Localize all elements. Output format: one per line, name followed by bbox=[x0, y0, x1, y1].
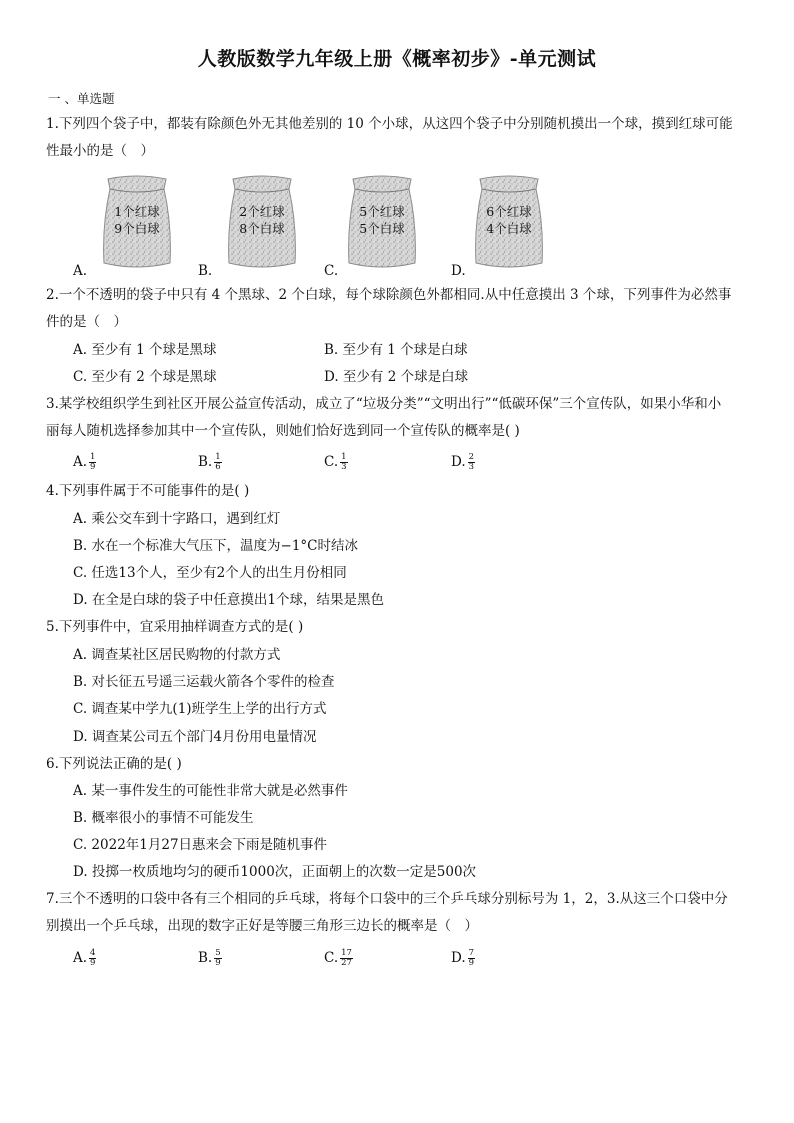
q1-option-d-letter: D. bbox=[451, 263, 466, 279]
q2-option-d: D. 至少有 2 个球是白球 bbox=[324, 369, 469, 385]
fraction-denominator: 3 bbox=[468, 462, 475, 472]
bag-image-b bbox=[225, 175, 299, 271]
q4-option-a: A. 乘公交车到十字路口，遇到红灯 bbox=[73, 511, 281, 527]
question-1-stem-line2: 性最小的是（ ） bbox=[46, 143, 154, 159]
fraction bbox=[89, 453, 96, 472]
fraction bbox=[214, 453, 221, 472]
question-1-stem-line1: 1.下列四个袋子中，都装有除颜色外无其他差别的 10 个小球，从这四个袋子中分别随机摸出一个球，摸到红球可能 bbox=[46, 116, 733, 132]
question-3-stem-line2: 丽每人随机选择参加其中一个宣传队，则她们恰好选到同一个宣传队的概率是( ) bbox=[46, 423, 520, 439]
question-4-stem: 4.下列事件属于不可能事件的是( ) bbox=[46, 483, 250, 499]
fraction bbox=[340, 453, 347, 472]
fraction-denominator: 6 bbox=[215, 462, 221, 472]
bag-a-white-label: 9个白球 bbox=[114, 221, 160, 236]
q5-option-d: D. 调查某公司五个部门4月份用电量情况 bbox=[73, 729, 317, 745]
fraction bbox=[468, 453, 475, 472]
question-2-stem-line1: 2.一个不透明的袋子中只有 4 个黑球、2 个白球，每个球除颜色外都相同.从中任意摸出 3 个球，下列事件为必然事 bbox=[46, 287, 732, 303]
q7-option-b-letter: B. bbox=[198, 950, 213, 966]
bag-d-red-label: 6个红球 bbox=[486, 204, 532, 219]
fraction-numerator: 4 bbox=[90, 948, 96, 958]
q5-option-a: A. 调查某社区居民购物的付款方式 bbox=[73, 647, 281, 663]
fraction-numerator: 17 bbox=[341, 948, 352, 958]
q1-option-c-letter: C. bbox=[324, 263, 339, 279]
q7-option-c bbox=[324, 948, 353, 968]
fraction bbox=[340, 949, 353, 968]
q2-option-b: B. 至少有 1 个球是白球 bbox=[324, 342, 468, 358]
q4-option-d: D. 在全是白球的袋子中任意摸出1个球，结果是黑色 bbox=[73, 592, 385, 608]
q6-option-b: B. 概率很小的事情不可能发生 bbox=[73, 810, 254, 826]
bag-image-c bbox=[345, 175, 419, 271]
q3-option-d-letter: D. bbox=[451, 454, 466, 470]
fraction bbox=[89, 949, 96, 968]
fraction-numerator: 7 bbox=[468, 948, 475, 958]
bag-b-white-label: 8个白球 bbox=[239, 221, 285, 236]
fraction-numerator: 2 bbox=[468, 452, 475, 462]
question-2-stem-line2: 件的是（ ） bbox=[46, 314, 127, 330]
question-1 bbox=[46, 111, 754, 165]
q3-option-b bbox=[198, 452, 222, 472]
question-7-stem-line1: 7.三个不透明的口袋中各有三个相同的乒乓球，将每个口袋中的三个乒乓球分别标号为 1，2，3.从这三个口袋中分 bbox=[46, 891, 728, 907]
question-7 bbox=[46, 886, 754, 940]
bag-d-white-label: 4个白球 bbox=[486, 221, 532, 236]
fraction-numerator: 1 bbox=[215, 452, 221, 462]
question-3 bbox=[46, 391, 754, 445]
bag-b-red-label: 2个红球 bbox=[239, 204, 285, 219]
q4-option-b: B. 水在一个标准大气压下，温度为−1°C时结冰 bbox=[73, 538, 358, 554]
q3-option-a bbox=[73, 452, 96, 472]
question-5-stem: 5.下列事件中，宜采用抽样调查方式的是( ) bbox=[46, 619, 304, 635]
fraction-denominator: 9 bbox=[215, 958, 221, 968]
fraction-denominator: 3 bbox=[341, 462, 347, 472]
q7-option-d-letter: D. bbox=[451, 950, 466, 966]
question-6-stem: 6.下列说法正确的是( ) bbox=[46, 756, 182, 772]
q3-option-b-letter: B. bbox=[198, 454, 213, 470]
fraction-numerator: 5 bbox=[215, 948, 221, 958]
bag-c-red-label: 5个红球 bbox=[359, 204, 405, 219]
fraction-numerator: 1 bbox=[90, 452, 96, 462]
q7-option-b bbox=[198, 948, 222, 968]
fraction bbox=[214, 949, 221, 968]
q3-option-a-letter: A. bbox=[73, 454, 88, 470]
q3-option-c bbox=[324, 452, 348, 472]
q2-option-c: C. 至少有 2 个球是黑球 bbox=[73, 369, 217, 385]
question-7-stem-line2: 别摸出一个乒乓球，出现的数字正好是等腰三角形三边长的概率是（ ） bbox=[46, 918, 478, 934]
fraction bbox=[468, 949, 475, 968]
fraction-denominator: 9 bbox=[90, 958, 96, 968]
q1-option-b-letter: B. bbox=[198, 263, 213, 279]
q5-option-b: B. 对长征五号遥三运载火箭各个零件的检查 bbox=[73, 674, 335, 690]
q2-option-a: A. 至少有 1 个球是黑球 bbox=[73, 342, 217, 358]
q7-option-c-letter: C. bbox=[324, 950, 339, 966]
bag-image-a bbox=[100, 175, 174, 271]
fraction-denominator: 9 bbox=[468, 958, 475, 968]
q7-option-a bbox=[73, 948, 96, 968]
section-heading: 一 、单选题 bbox=[48, 91, 115, 106]
fraction-numerator: 1 bbox=[341, 452, 347, 462]
bag-a-red-label: 1个红球 bbox=[114, 204, 160, 219]
question-3-stem-line1: 3.某学校组织学生到社区开展公益宣传活动，成立了“垃圾分类”“文明出行”“低碳环保”三个宣传队，如果小华和小 bbox=[46, 396, 722, 412]
q3-option-c-letter: C. bbox=[324, 454, 339, 470]
page-title: 人教版数学九年级上册《概率初步》-单元测试 bbox=[197, 48, 597, 70]
fraction-denominator: 9 bbox=[90, 462, 96, 472]
q6-option-c: C. 2022年1月27日惠来会下雨是随机事件 bbox=[73, 837, 328, 853]
q3-option-d bbox=[451, 452, 475, 472]
question-2 bbox=[46, 282, 754, 336]
bag-c-white-label: 5个白球 bbox=[359, 221, 405, 236]
q5-option-c: C. 调查某中学九(1)班学生上学的出行方式 bbox=[73, 701, 327, 717]
q1-option-a-letter: A. bbox=[73, 263, 88, 279]
fraction-denominator: 27 bbox=[341, 958, 352, 968]
q6-option-d: D. 投掷一枚质地均匀的硬币1000次，正面朝上的次数一定是500次 bbox=[73, 864, 477, 880]
bag-image-d bbox=[472, 175, 546, 271]
q4-option-c: C. 任选13个人，至少有2个人的出生月份相同 bbox=[73, 565, 347, 581]
q7-option-a-letter: A. bbox=[73, 950, 88, 966]
q6-option-a: A. 某一事件发生的可能性非常大就是必然事件 bbox=[73, 783, 348, 799]
q7-option-d bbox=[451, 948, 475, 968]
